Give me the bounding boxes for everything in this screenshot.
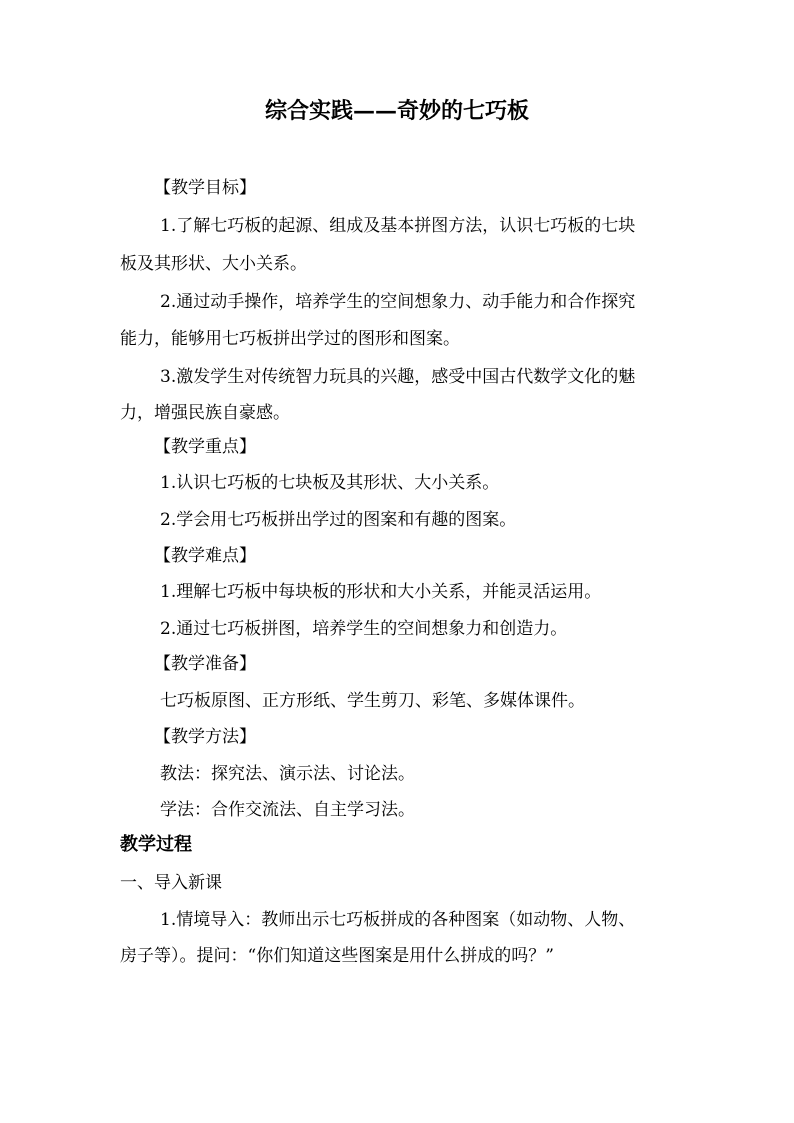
heading-methods: 【教学方法】 bbox=[154, 727, 256, 747]
document-title: 综合实践——奇妙的七巧板 bbox=[264, 98, 529, 124]
heading-preparation: 【教学准备】 bbox=[154, 654, 256, 674]
heading-difficulties: 【教学难点】 bbox=[154, 546, 256, 566]
preparation-text: 七巧板原图、正方形纸、学生剪刀、彩笔、多媒体课件。 bbox=[160, 691, 585, 711]
difficulty-1: 1.理解七巧板中每块板的形状和大小关系，并能灵活运用。 bbox=[160, 582, 602, 602]
heading-key-points: 【教学重点】 bbox=[154, 437, 256, 457]
heading-teaching-process: 教学过程 bbox=[120, 834, 192, 855]
key-point-1: 1.认识七巧板的七块板及其形状、大小关系。 bbox=[160, 473, 500, 493]
goal-1-line-2: 板及其形状、大小关系。 bbox=[120, 254, 307, 274]
difficulty-2: 2.通过七巧板拼图，培养学生的空间想象力和创造力。 bbox=[160, 619, 568, 639]
method-learning: 学法：合作交流法、自主学习法。 bbox=[160, 800, 415, 820]
goal-3-line-2: 力，增强民族自豪感。 bbox=[120, 403, 290, 423]
intro-line-1: 1.情境导入：教师出示七巧板拼成的各种图案（如动物、人物、 bbox=[160, 910, 636, 930]
intro-line-2: 房子等）。提问：“你们知道这些图案是用什么拼成的吗？” bbox=[120, 946, 554, 966]
section-intro-heading: 一、导入新课 bbox=[120, 873, 222, 893]
goal-3-line-1: 3.激发学生对传统智力玩具的兴趣，感受中国古代数学文化的魅 bbox=[160, 367, 636, 387]
heading-teaching-goals: 【教学目标】 bbox=[154, 178, 256, 198]
goal-1-line-1: 1.了解七巧板的起源、组成及基本拼图方法，认识七巧板的七块 bbox=[160, 216, 636, 236]
key-point-2: 2.学会用七巧板拼出学过的图案和有趣的图案。 bbox=[160, 510, 517, 530]
method-teaching: 教法：探究法、演示法、讨论法。 bbox=[160, 764, 415, 784]
goal-2-line-2: 能力，能够用七巧板拼出学过的图形和图案。 bbox=[120, 329, 460, 349]
goal-2-line-1: 2.通过动手操作，培养学生的空间想象力、动手能力和合作探究 bbox=[160, 292, 636, 312]
